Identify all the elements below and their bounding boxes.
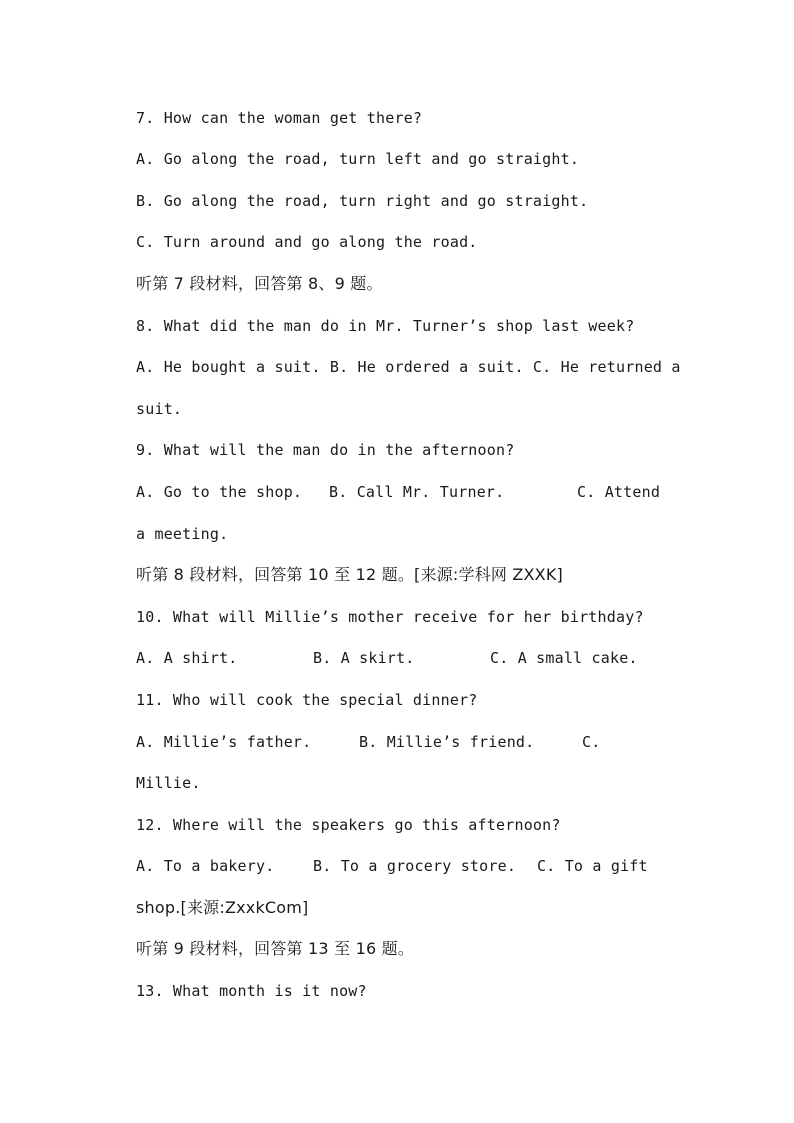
question-10: 10. What will Millie’s mother receive for her birthday? xyxy=(136,608,644,626)
question-11-option-a: A. Millie’s father. xyxy=(136,733,312,751)
question-8-options-continued: suit. xyxy=(136,400,183,418)
question-10-option-c: C. A small cake. xyxy=(490,649,638,667)
question-9: 9. What will the man do in the afternoon? xyxy=(136,441,515,459)
question-7-option-c: C. Turn around and go along the road. xyxy=(136,233,478,251)
question-9-option-b: B. Call Mr. Turner. xyxy=(329,483,505,501)
question-11-option-b: B. Millie’s friend. xyxy=(359,733,535,751)
question-9-option-a: A. Go to the shop. xyxy=(136,483,303,501)
question-11-option-c-continued: Millie. xyxy=(136,774,201,792)
section-instruction-7: 听第 7 段材料，回答第 8、9 题。 xyxy=(136,274,383,293)
question-9-option-c-continued: a meeting. xyxy=(136,525,229,543)
section-instruction-9: 听第 9 段材料，回答第 13 至 16 题。 xyxy=(136,939,415,958)
question-12: 12. Where will the speakers go this afternoon? xyxy=(136,816,561,834)
question-10-option-a: A. A shirt. xyxy=(136,649,238,667)
question-12-option-c: C. To a gift xyxy=(537,857,648,875)
question-13: 13. What month is it now? xyxy=(136,982,367,1000)
question-8-options: A. He bought a suit. B. He ordered a suit. C. He returned a xyxy=(136,358,681,376)
question-7-option-b: B. Go along the road, turn right and go straight. xyxy=(136,192,589,210)
question-11-option-c: C. xyxy=(582,733,601,751)
question-12-option-a: A. To a bakery. xyxy=(136,857,275,875)
question-9-option-c: C. Attend xyxy=(577,483,661,501)
question-8: 8. What did the man do in Mr. Turner’s shop last week? xyxy=(136,317,635,335)
question-7-option-a: A. Go along the road, turn left and go straight. xyxy=(136,150,580,168)
question-12-option-c-continued: shop.[来源:ZxxkCom] xyxy=(136,898,309,917)
question-12-option-b: B. To a grocery store. xyxy=(313,857,517,875)
question-7: 7. How can the woman get there? xyxy=(136,109,423,127)
section-instruction-8: 听第 8 段材料，回答第 10 至 12 题。[来源:学科网 ZXXK] xyxy=(136,565,563,584)
question-11: 11. Who will cook the special dinner? xyxy=(136,691,478,709)
question-10-option-b: B. A skirt. xyxy=(313,649,415,667)
